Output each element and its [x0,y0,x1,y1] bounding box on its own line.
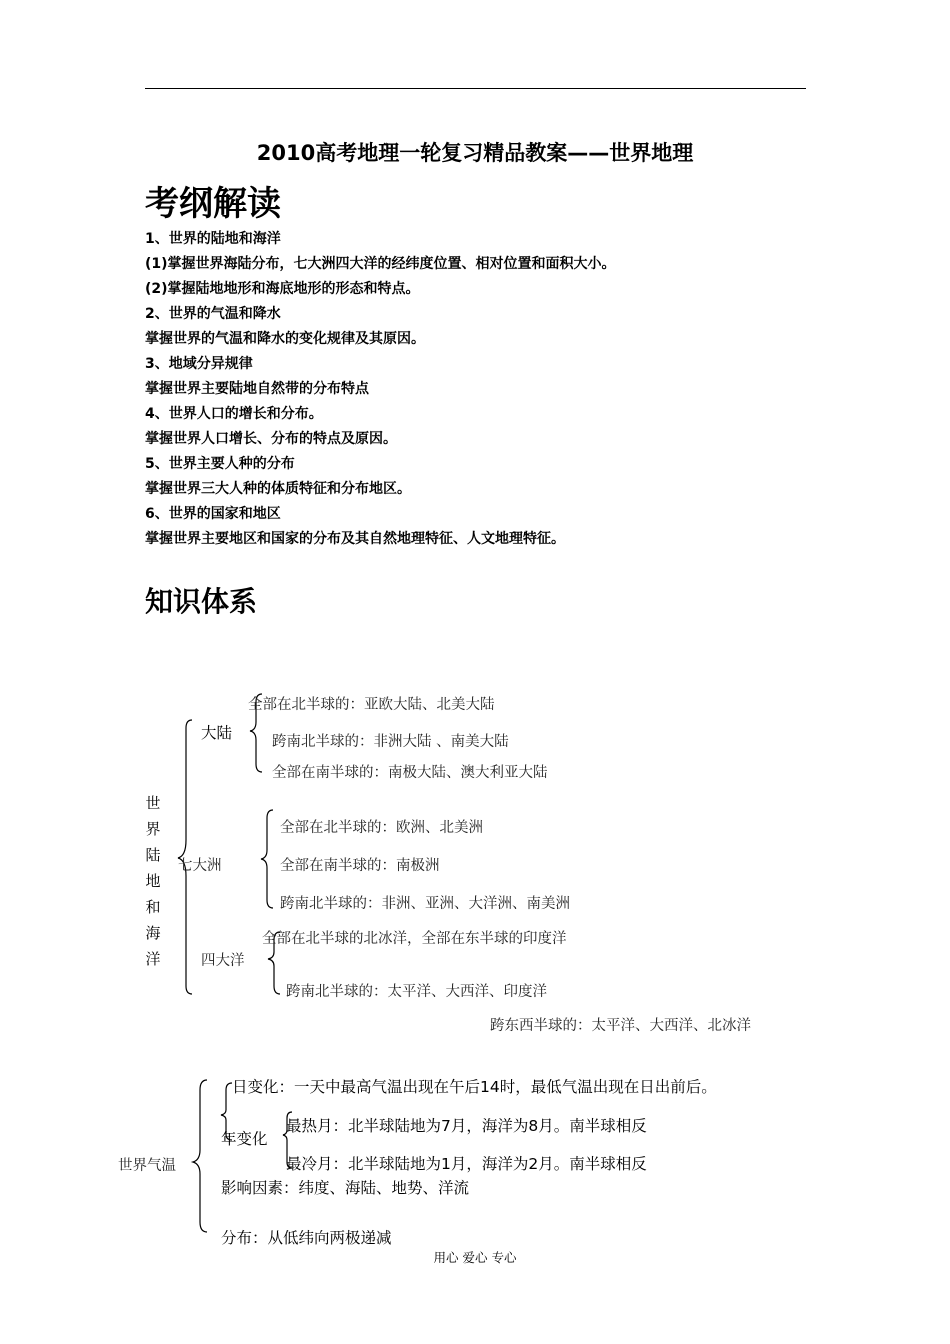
daily-variation: 日变化：一天中最高气温出现在午后14时，最低气温出现在日出前后。 [232,1078,717,1096]
four-oceans-item: 全部在北半球的北冰洋，全部在东半球的印度洋 [262,931,567,947]
syllabus-line: 掌握世界的气温和降水的变化规律及其原因。 [145,331,425,347]
continents-item: 全部在南半球的：南极大陆、澳大利亚大陆 [272,765,548,781]
syllabus-line: 2、世界的气温和降水 [145,306,281,322]
syllabus-line: 4、世界人口的增长和分布。 [145,406,323,422]
syllabus-line: (2)掌握陆地地形和海底地形的形态和特点。 [145,281,420,297]
syllabus-line: 掌握世界主要地区和国家的分布及其自然地理特征、人文地理特征。 [145,531,565,547]
section-heading-knowledge: 知识体系 [145,585,258,618]
influence-factors: 影响因素：纬度、海陆、地势、洋流 [221,1179,470,1197]
brace-temperature [193,1080,207,1232]
syllabus-line: 3、地域分异规律 [145,356,253,372]
syllabus-line: (1)掌握世界海陆分布，七大洲四大洋的经纬度位置、相对位置和面积大小。 [145,256,616,272]
syllabus-line: 6、世界的国家和地区 [145,506,281,522]
seven-continents-item: 全部在南半球的：南极洲 [280,858,440,874]
temperature-distribution: 分布：从低纬向两极递减 [221,1229,392,1247]
seven-continents-item: 跨南北半球的：非洲、亚洲、大洋洲、南美洲 [280,896,570,912]
document-title: 2010高考地理一轮复习精品教案——世界地理 [256,141,694,165]
syllabus-line: 掌握世界人口增长、分布的特点及原因。 [145,431,397,447]
continents-item: 跨南北半球的：非洲大陆 、南美大陆 [272,734,509,750]
page-footer: 用心 爱心 专心 [433,1250,517,1265]
seven-continents-label: 七大洲 [178,858,222,874]
syllabus-line: 5、世界主要人种的分布 [145,456,295,472]
world-temperature-label: 世界气温 [118,1158,176,1174]
syllabus-line: 1、世界的陆地和海洋 [145,231,281,247]
section-heading-syllabus: 考纲解读 [145,184,281,224]
continents-label: 大陆 [201,724,233,742]
annual-variation-label: 年变化 [221,1130,268,1148]
brace-seven [261,810,273,908]
coldest-month: 最冷月：北半球陆地为1月，海洋为2月。南半球相反 [286,1155,647,1173]
seven-continents-item: 全部在北半球的：欧洲、北美洲 [280,820,483,836]
four-oceans-item: 跨南北半球的：太平洋、大西洋、印度洋 [286,984,547,1000]
continents-item: 全部在北半球的：亚欧大陆、北美大陆 [248,697,495,713]
syllabus-line: 掌握世界三大人种的体质特征和分布地区。 [145,481,411,497]
syllabus-line: 掌握世界主要陆地自然带的分布特点 [145,381,369,397]
four-oceans-item: 跨东西半球的：太平洋、大西洋、北冰洋 [490,1018,751,1034]
four-oceans-label: 四大洋 [201,953,245,969]
world-land-sea-label: 世界陆地和海洋 [145,794,161,968]
hottest-month: 最热月：北半球陆地为7月，海洋为8月。南半球相反 [286,1117,647,1135]
